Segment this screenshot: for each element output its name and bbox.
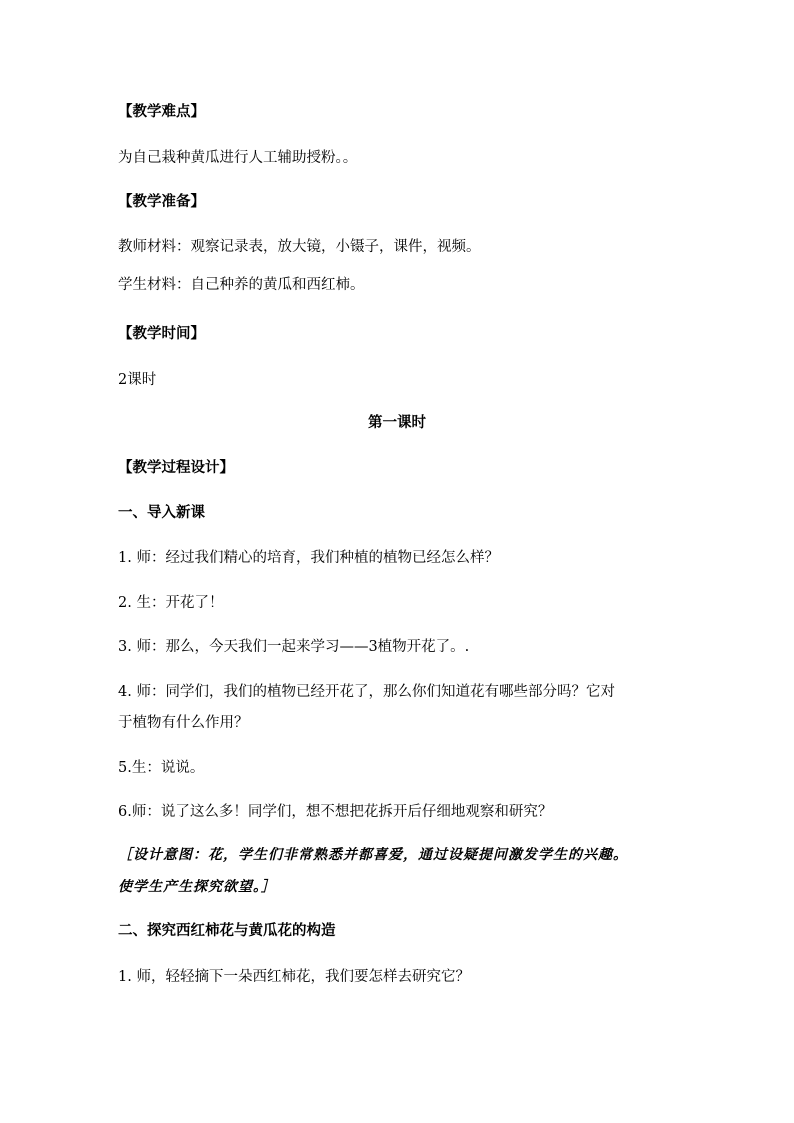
design-intent-line-2: 使学生产生探究欲望。］ bbox=[118, 879, 276, 895]
list-item-explore-1: 1. 师，轻轻摘下一朵西红柿花，我们要怎样去研究它？ bbox=[118, 969, 470, 985]
heading-introduction: 一、导入新课 bbox=[118, 504, 205, 521]
paragraph-teacher-materials: 教师材料：观察记录表，放大镜，小镊子，课件，视频。 bbox=[118, 239, 481, 255]
heading-teaching-difficulty: 【教学难点】 bbox=[118, 103, 205, 120]
list-item-5: 5.生：说说。 bbox=[118, 760, 205, 776]
heading-teaching-preparation: 【教学准备】 bbox=[118, 193, 205, 210]
list-item-3: 3. 师：那么，今天我们一起来学习——3植物开花了。. bbox=[118, 639, 470, 655]
list-item-1: 1. 师：经过我们精心的培育，我们种植的植物已经怎么样？ bbox=[118, 550, 499, 566]
list-item-4-line-1: 4. 师：同学们，我们的植物已经开花了，那么你们知道花有哪些部分吗？它对 bbox=[118, 684, 615, 700]
heading-explore-flowers: 二、探究西红柿花与黄瓜花的构造 bbox=[118, 922, 336, 939]
heading-process-design: 【教学过程设计】 bbox=[118, 459, 234, 476]
paragraph-student-materials: 学生材料：自己种养的黄瓜和西红柿。 bbox=[118, 277, 365, 293]
list-item-4-line-2: 于植物有什么作用？ bbox=[118, 715, 249, 731]
paragraph-lesson-count: 2课时 bbox=[118, 372, 157, 388]
design-intent-line-1: ［设计意图：花，学生们非常熟悉并都喜爱，通过设疑提问激发学生的兴趣。 bbox=[118, 847, 628, 863]
heading-teaching-time: 【教学时间】 bbox=[118, 325, 205, 342]
list-item-2: 2. 生：开花了！ bbox=[118, 595, 224, 611]
list-item-6: 6.师：说了这么多！同学们，想不想把花拆开后仔细地观察和研究？ bbox=[118, 804, 553, 820]
paragraph-difficulty-text: 为自己栽种黄瓜进行人工辅助授粉。。 bbox=[118, 150, 358, 166]
section-title-first-lesson: 第一课时 bbox=[368, 414, 426, 431]
